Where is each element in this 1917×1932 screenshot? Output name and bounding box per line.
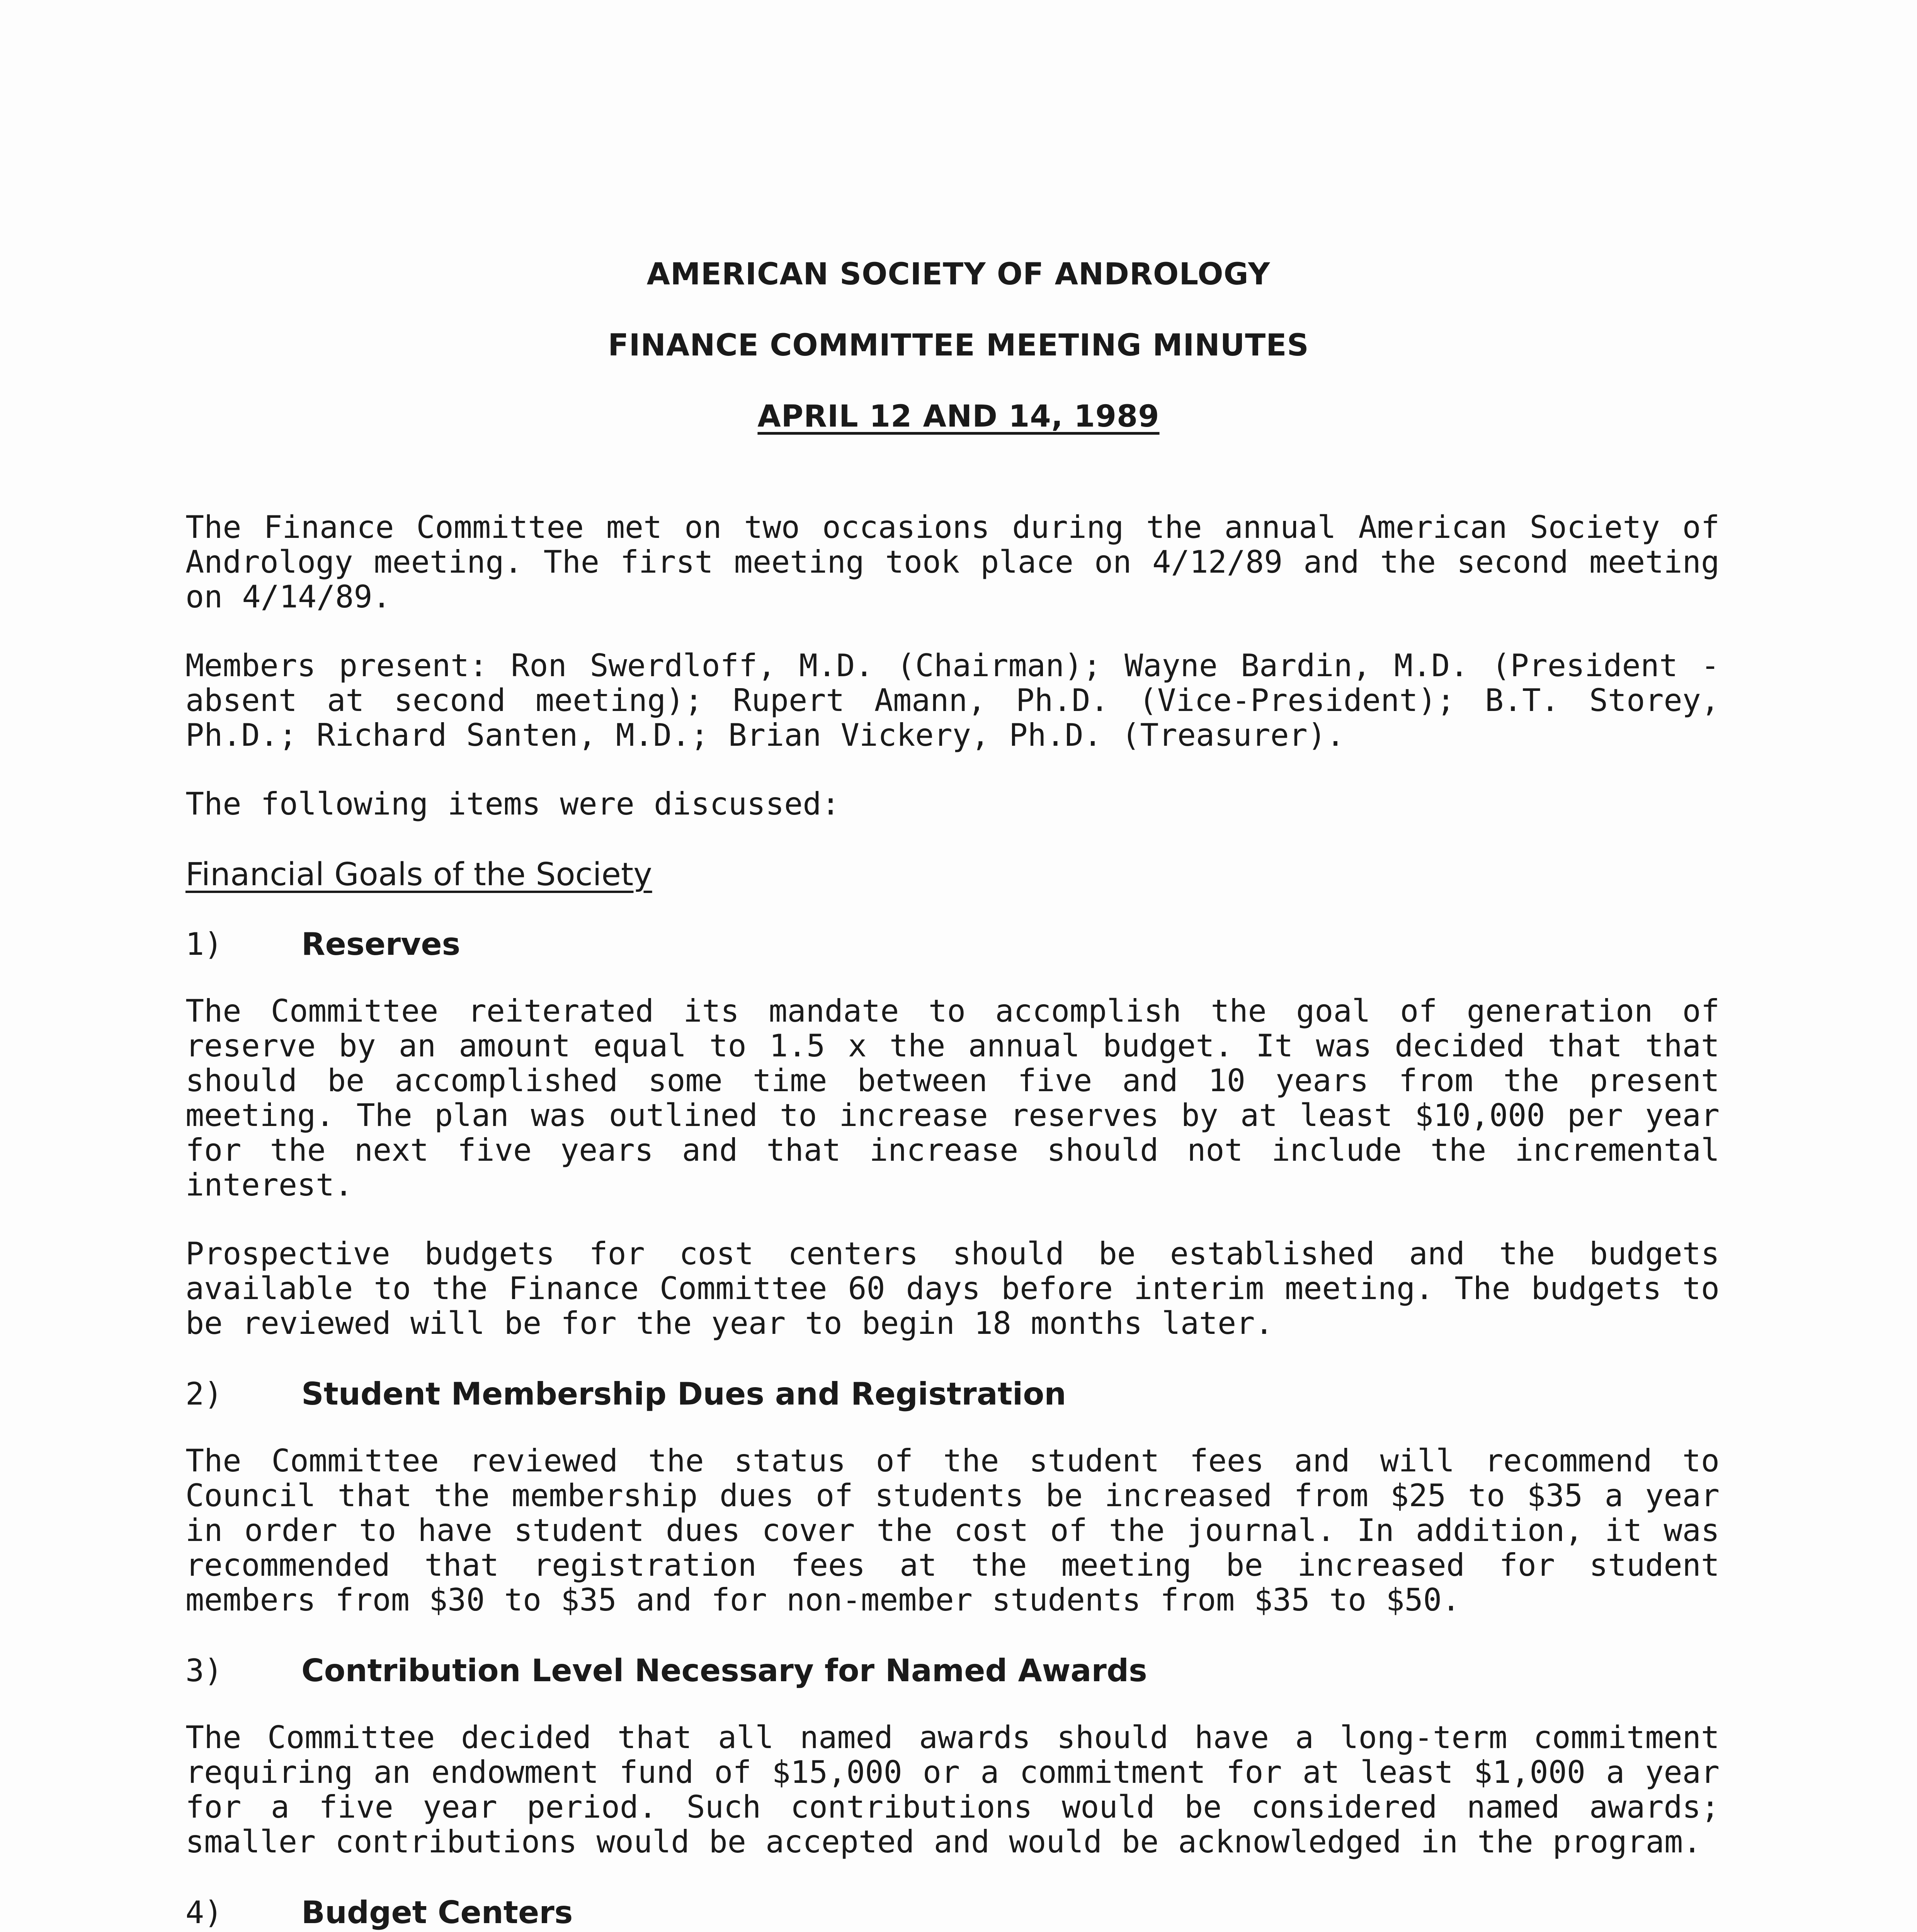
item-heading-student-dues: [185, 1375, 1720, 1413]
item-title: Contribution Level Necessary for Named Awards: [301, 1653, 1147, 1689]
organization-name: AMERICAN SOCIETY OF ANDROLOGY: [646, 257, 1271, 292]
item-heading-named-awards: [185, 1651, 1720, 1690]
item-number: 3): [185, 1653, 223, 1689]
item-heading-budget-centers: [185, 1893, 1720, 1932]
item-number: 2): [185, 1376, 223, 1412]
meeting-date: APRIL 12 AND 14, 1989: [757, 399, 1160, 434]
discussed-paragraph: The following items were discussed:: [185, 786, 840, 822]
item-heading-reserves: [185, 925, 1720, 964]
item-title: Student Membership Dues and Registration: [301, 1376, 1067, 1412]
reserves-paragraph-2: Prospective budgets for cost centers should be established and the budgets available to the Finance Committee 60 days before interim meeting. The budgets to be reviewed will be for the year to begin 18 months later.: [185, 1236, 1720, 1341]
section-title: Financial Goals of the Society: [185, 856, 652, 893]
document-body: [185, 510, 1720, 1932]
document-title: FINANCE COMMITTEE MEETING MINUTES: [608, 328, 1309, 363]
named-awards-paragraph: The Committee decided that all named awards should have a long-term commitment requiring an endowment fund of $15,000 or a commitment for at least $1,000 a year for a five year period. Such contributions would be considered named awards; smaller contributions would be accepted and would be acknowledged in the program.: [185, 1719, 1720, 1860]
item-number: 4): [185, 1895, 223, 1930]
document-header: [0, 255, 1917, 468]
members-paragraph: Members present: Ron Swerdloff, M.D. (Chairman); Wayne Bardin, M.D. (President - absent at second meeting); Rupert Amann, Ph.D. (Vice-President); B.T. Storey, Ph.D.; Richard Santen, M.D.; Brian Vickery, Ph.D. (Treasurer).: [185, 648, 1720, 753]
item-number: 1): [185, 926, 223, 962]
item-title: Budget Centers: [301, 1895, 573, 1930]
student-dues-paragraph: The Committee reviewed the status of the student fees and will recommend to Council that the membership dues of students be increased from $25 to $35 a year in order to have student dues cover the cost of the journal. In addition, it was recommended that registration fees at the meeting be increased for student members from $30 to $35 and for non-member students from $35 to $50.: [185, 1443, 1720, 1618]
reserves-paragraph-1: The Committee reiterated its mandate to accomplish the goal of generation of reserve by an amount equal to 1.5 x the annual budget. It was decided that that should be accomplished some time between five and 10 years from the present meeting. The plan was outlined to increase reserves by at least $10,000 per year for the next five years and that increase should not include the incremental interest.: [185, 993, 1720, 1203]
item-title: Reserves: [301, 926, 461, 962]
intro-paragraph: The Finance Committee met on two occasions during the annual American Society of Andrology meeting. The first meeting took place on 4/12/89 and the second meeting on 4/14/89.: [185, 509, 1720, 615]
